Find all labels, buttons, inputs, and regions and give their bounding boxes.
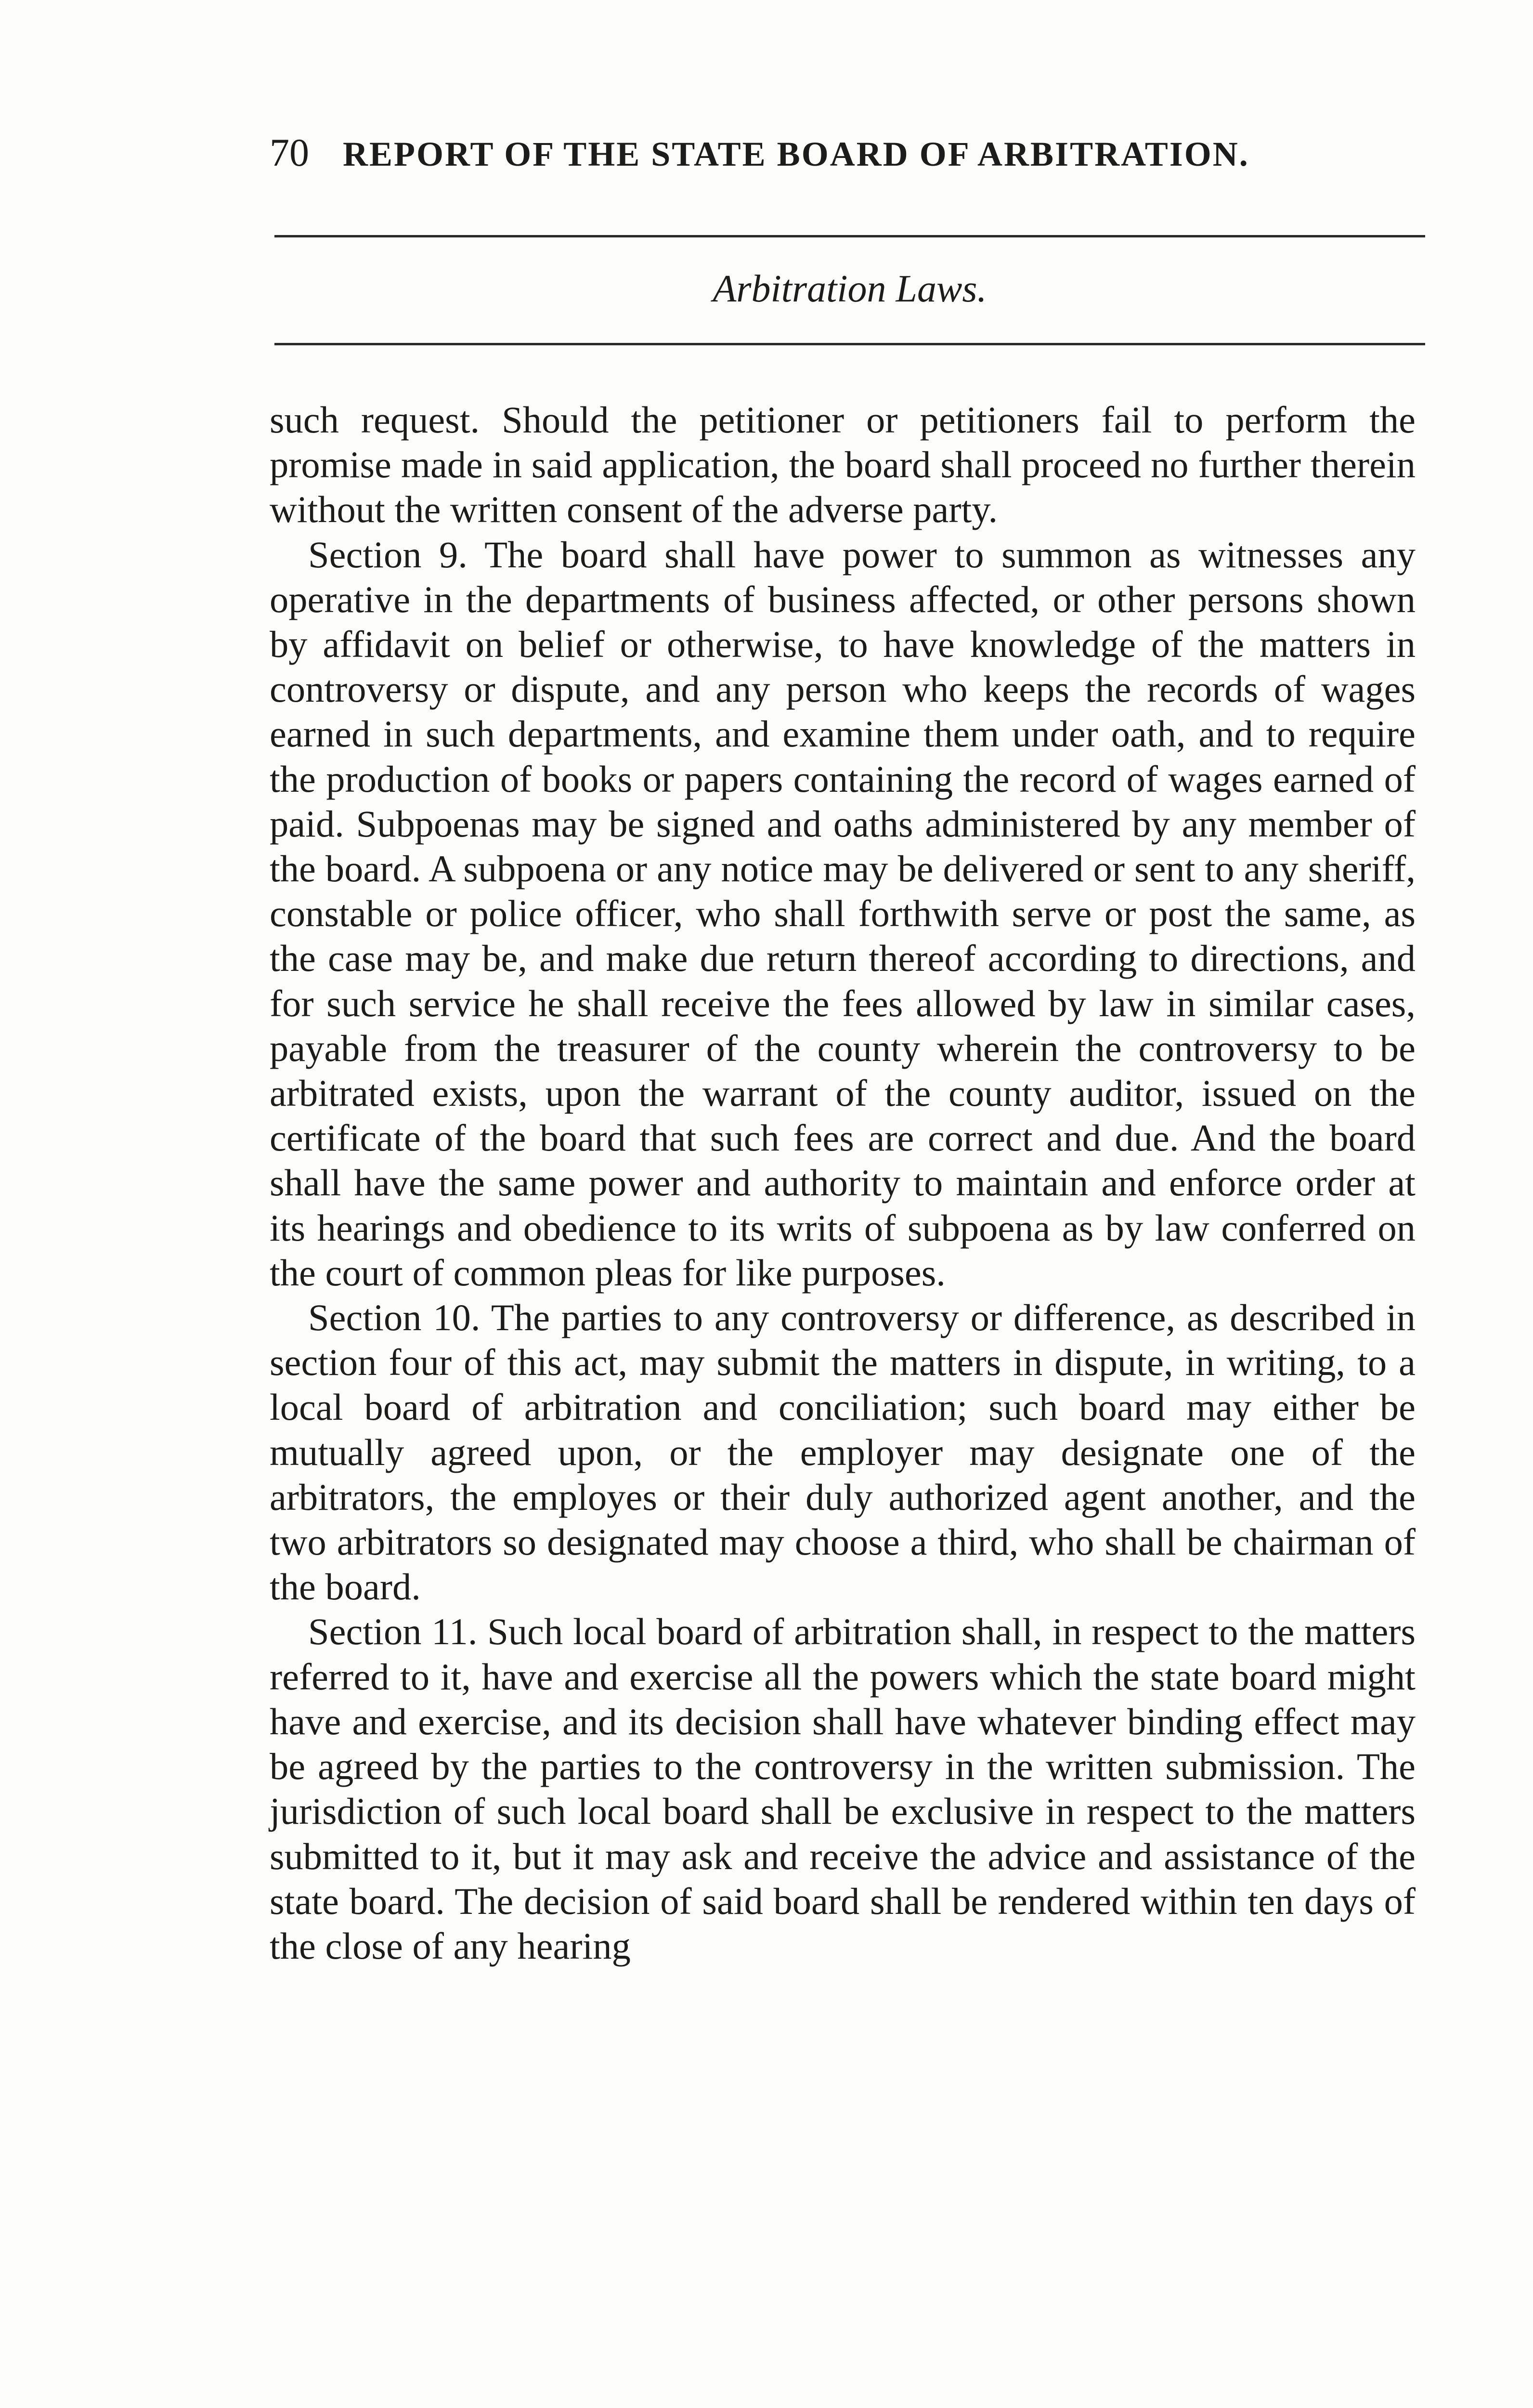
paragraph-continuation: such request. Should the petitioner or petitioners fail to perform the promise made in said application, the board shall proceed no further therein without the written consent of the adverse party. [270,399,1416,531]
header-rule-bottom [274,343,1425,345]
running-title: REPORT OF THE STATE BOARD OF ARBITRATION. [343,135,1249,173]
header-rule-top [274,235,1425,237]
running-header [270,130,1425,183]
page-number: 70 [270,131,309,174]
paragraph-section-10: Section 10. The parties to any controversy or difference, as described in section four of this act, may submit the matters in dispute, in writing, to a local board of arbitration and conciliation; such board may either be mutually agreed upon, or the employer may designate one of the arbitrators, the employes or their duly authorized agent another, and the two arbitrators so designated may choose a third, who shall be chairman of the board. [270,1296,1416,1608]
paragraph-section-9: Section 9. The board shall have power to summon as witnesses any operative in the departments of business affected, or other persons shown by affidavit on belief or otherwise, to have knowledge of the matters in controversy or dispute, and any person who keeps the records of wages earned in such departments, and examine them under oath, and to require the production of books or papers containing the record of wages earned of paid. Subpoenas may be signed and oaths administered by any member of the board. A subpoena or any notice may be delivered or sent to any sheriff, constable or police officer, who shall forthwith serve or post the same, as the case may be, and make due return thereof according to directions, and for such service he shall receive the fees allowed by law in similar cases, payable from the treasurer of the county wherein the controversy to be arbitrated exists, upon the warrant of the county auditor, issued on the certificate of the board that such fees are correct and due. And the board shall have the same power and authority to maintain and enforce order at its hearings and obedience to its writs of subpoena as by law conferred on the court of common pleas for like purposes. [270,533,1416,1294]
body-text [270,397,1416,1968]
paragraph-section-11: Section 11. Such local board of arbitration shall, in respect to the matters referred to it, have and exercise all the powers which the state board might have and exercise, and its decision shall have whatever binding effect may be agreed by the parties to the controversy in the written submission. The jurisdiction of such local board shall be exclusive in respect to the matters submitted to it, but it may ask and receive the advice and assistance of the state board. The decision of said board shall be rendered within ten days of the close of any hearing [270,1610,1416,1967]
section-heading: Arbitration Laws. [713,268,987,310]
